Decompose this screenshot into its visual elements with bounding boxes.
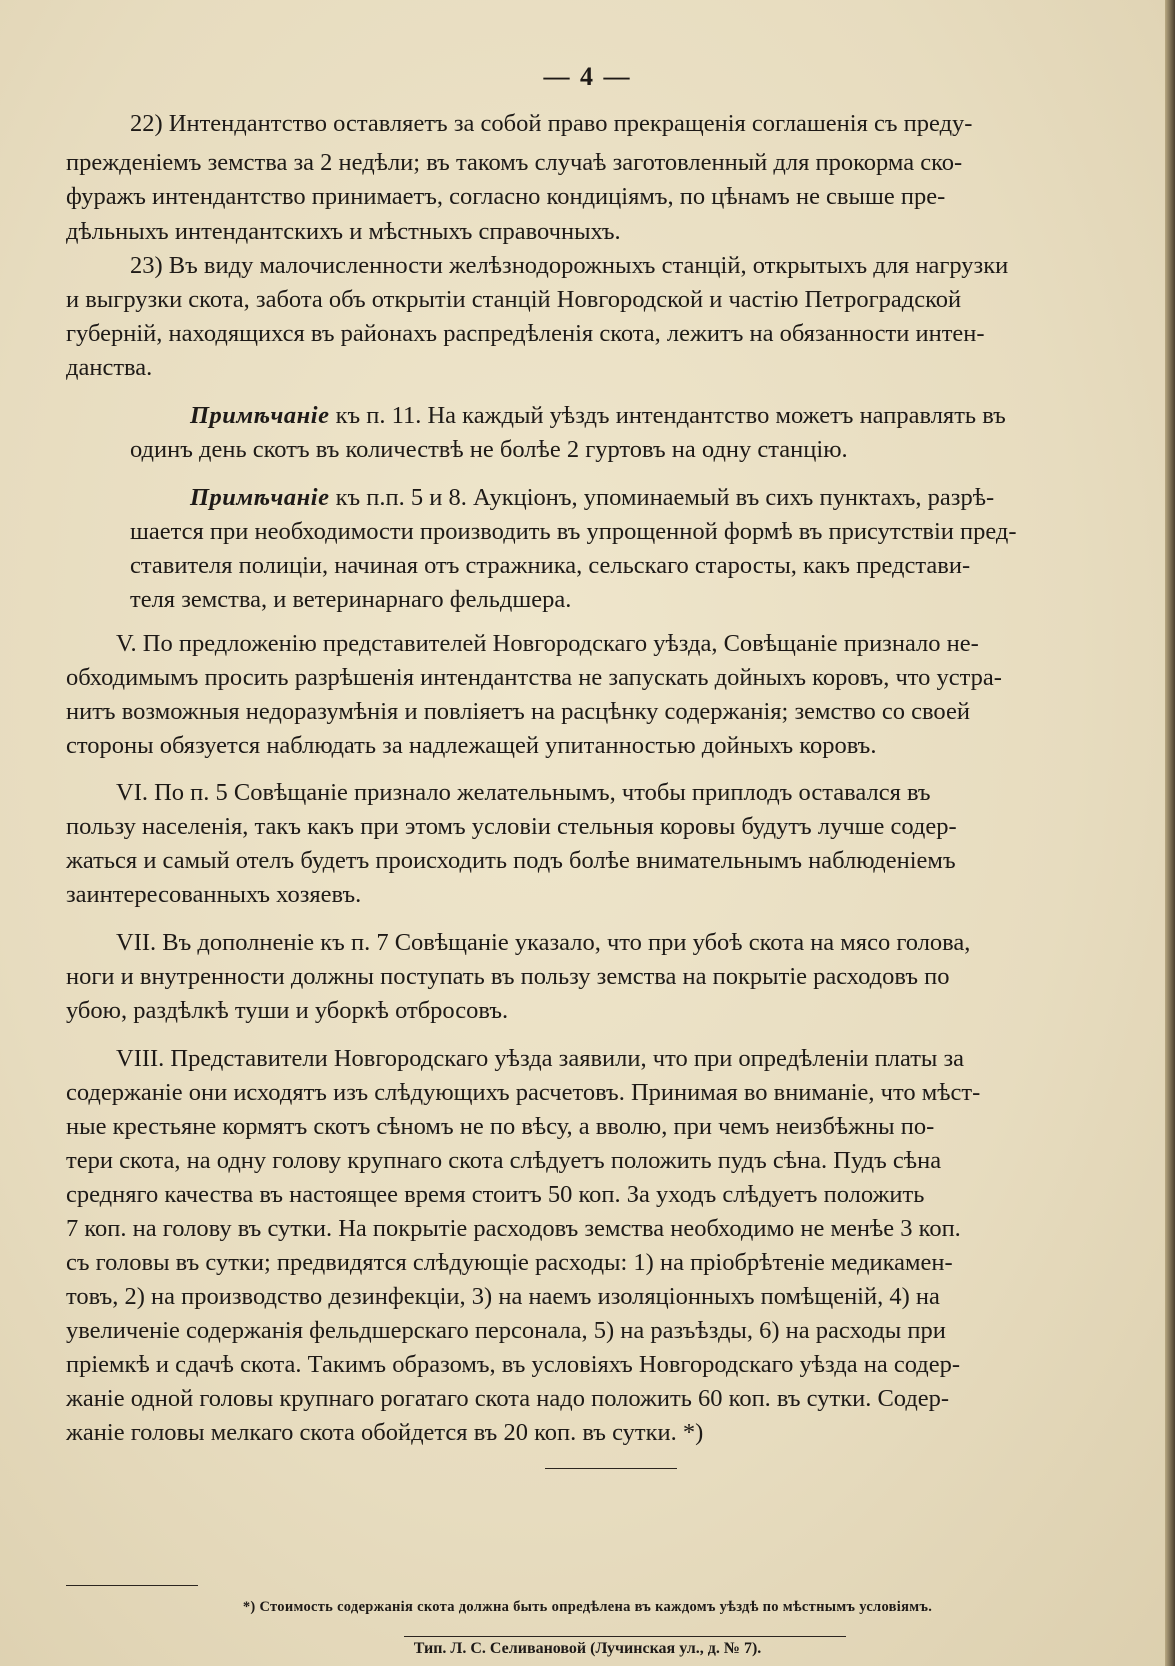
text-line [0, 179, 1175, 219]
line-text: къ п.п. 5 и 8. Аукціонъ, упоминаемый въ сихъ пунктахъ, разрѣ- [329, 484, 995, 511]
text-line [0, 582, 1175, 622]
text-line [0, 432, 1175, 472]
line-text: 7 коп. на голову въ сутки. На покрытіе расходовъ земства необходимо не менѣе 3 коп. [66, 1215, 961, 1242]
note-label: Примѣчаніе [190, 484, 330, 511]
line-text: ноги и внутренности должны поступать въ пользу земства на покрытіе расходовъ по [66, 963, 950, 990]
text-line [0, 350, 1175, 390]
line-text: съ головы въ сутки; предвидятся слѣдующіе расходы: 1) на пріобрѣтеніе медикамен- [66, 1249, 953, 1276]
line-text: нитъ возможныя недоразумѣнія и повліяетъ на расцѣнку содержанія; земство со своей [66, 698, 970, 725]
line-text: убою, раздѣлкѣ туши и уборкѣ отбросовъ. [66, 997, 509, 1024]
page-number: — 4 — [543, 62, 632, 91]
line-text: пользу населенія, такъ какъ при этомъ условіи стельныя коровы будутъ лучше содер- [66, 813, 957, 840]
line-text: ставителя полиціи, начиная отъ стражника, сельскаго старосты, какъ представи- [130, 552, 971, 579]
line-text: VIII. Представители Новгородскаго уѣзда заявили, что при опредѣленіи платы за [116, 1045, 965, 1072]
line-text: жаться и самый отелъ будетъ происходить подъ болѣе внимательнымъ наблюденіемъ [66, 847, 956, 874]
footnote-rule [66, 1585, 198, 1586]
imprint-rule [404, 1636, 846, 1637]
footnote: *) Стоимость содержанія скота должна быть опредѣлена въ каждомъ уѣздѣ по мѣстнымъ условіямъ. [242, 1599, 933, 1615]
line-text: VII. Въ дополненіе къ п. 7 Совѣщаніе указало, что при убоѣ скота на мясо голова, [116, 929, 971, 956]
line-text: теля земства, и ветеринарнаго фельдшера. [130, 586, 572, 613]
line-text: V. По предложенію представителей Новгородскаго уѣзда, Совѣщаніе признало не- [116, 630, 979, 657]
line-text: тери скота, на одну голову крупнаго скота слѣдуетъ положить пудъ сѣна. Пудъ сѣна [66, 1147, 942, 1174]
line-text: увеличеніе содержанія фельдшерскаго персонала, 5) на разъѣзды, 6) на расходы при [66, 1317, 946, 1344]
line-text: пріемкѣ и сдачѣ скота. Такимъ образомъ, въ условіяхъ Новгородскаго уѣзда на содер- [66, 1351, 960, 1378]
line-text: 23) Въ виду малочисленности желѣзнодорожныхъ станцій, открытыхъ для нагрузки [130, 252, 1009, 279]
line-text: ные крестьяне кормятъ скотъ сѣномъ не по вѣсу, а вволю, при чемъ неизбѣжны по- [66, 1113, 935, 1140]
line-text: шается при необходимости производить въ упрощенной формѣ въ присутствіи пред- [130, 518, 1017, 545]
line-text: жаніе одной головы крупнаго рогатаго скота надо положить 60 коп. въ сутки. Содер- [66, 1385, 950, 1412]
printer-imprint: Тип. Л. С. Селивановой (Лучинская ул., д. № 7). [413, 1640, 762, 1657]
line-text: содержаніе они исходятъ изъ слѣдующихъ расчетовъ. Принимая во вниманіе, что мѣст- [66, 1079, 981, 1106]
text-line [0, 993, 1175, 1033]
line-text: стороны обязуется наблюдать за надлежащей упитанностью дойныхъ коровъ. [66, 732, 877, 759]
line-text: заинтересованныхъ хозяевъ. [66, 881, 362, 908]
text-line [0, 106, 1175, 146]
line-text: жаніе головы мелкаго скота обойдется въ 20 коп. въ сутки. *) [66, 1419, 704, 1446]
line-text: дѣльныхъ интендантскихъ и мѣстныхъ справочныхъ. [66, 218, 621, 245]
line-text: и выгрузки скота, забота объ открытіи станцій Новгородской и частію Петроградской [66, 286, 962, 313]
notes-separator-rule [545, 1468, 677, 1469]
line-text: прежденіемъ земства за 2 недѣли; въ такомъ случаѣ заготовленный для прокорма ско- [66, 149, 963, 176]
text-line [0, 728, 1175, 768]
line-text: къ п. 11. На каждый уѣздъ интендантство можетъ направлять въ [329, 402, 1006, 429]
line-text: губерній, находящихся въ районахъ распредѣленія скота, лежитъ на обязанности интен- [66, 320, 985, 347]
text-line [0, 1415, 1175, 1455]
line-text: средняго качества въ настоящее время стоитъ 50 коп. За уходъ слѣдуетъ положить [66, 1181, 925, 1208]
line-text: одинъ день скотъ въ количествѣ не болѣе 2 гуртовъ на одну станцію. [130, 436, 848, 463]
text-line [0, 877, 1175, 917]
line-text: 22) Интендантство оставляетъ за собой право прекращенія соглашенія съ преду- [130, 110, 973, 137]
line-text: VI. По п. 5 Совѣщаніе признало желательнымъ, чтобы приплодъ оставался въ [116, 779, 931, 806]
line-text: товъ, 2) на производство дезинфекціи, 3) на наемъ изоляціонныхъ помѣщеній, 4) на [66, 1283, 940, 1310]
note-label: Примѣчаніе [190, 402, 330, 429]
line-text: обходимымъ просить разрѣшенія интендантства не запускать дойныхъ коровъ, что устра- [66, 664, 1002, 691]
line-text: данства. [66, 354, 153, 381]
line-text: фуражъ интендантство принимаетъ, согласно кондиціямъ, по цѣнамъ не свыше пре- [66, 183, 946, 210]
